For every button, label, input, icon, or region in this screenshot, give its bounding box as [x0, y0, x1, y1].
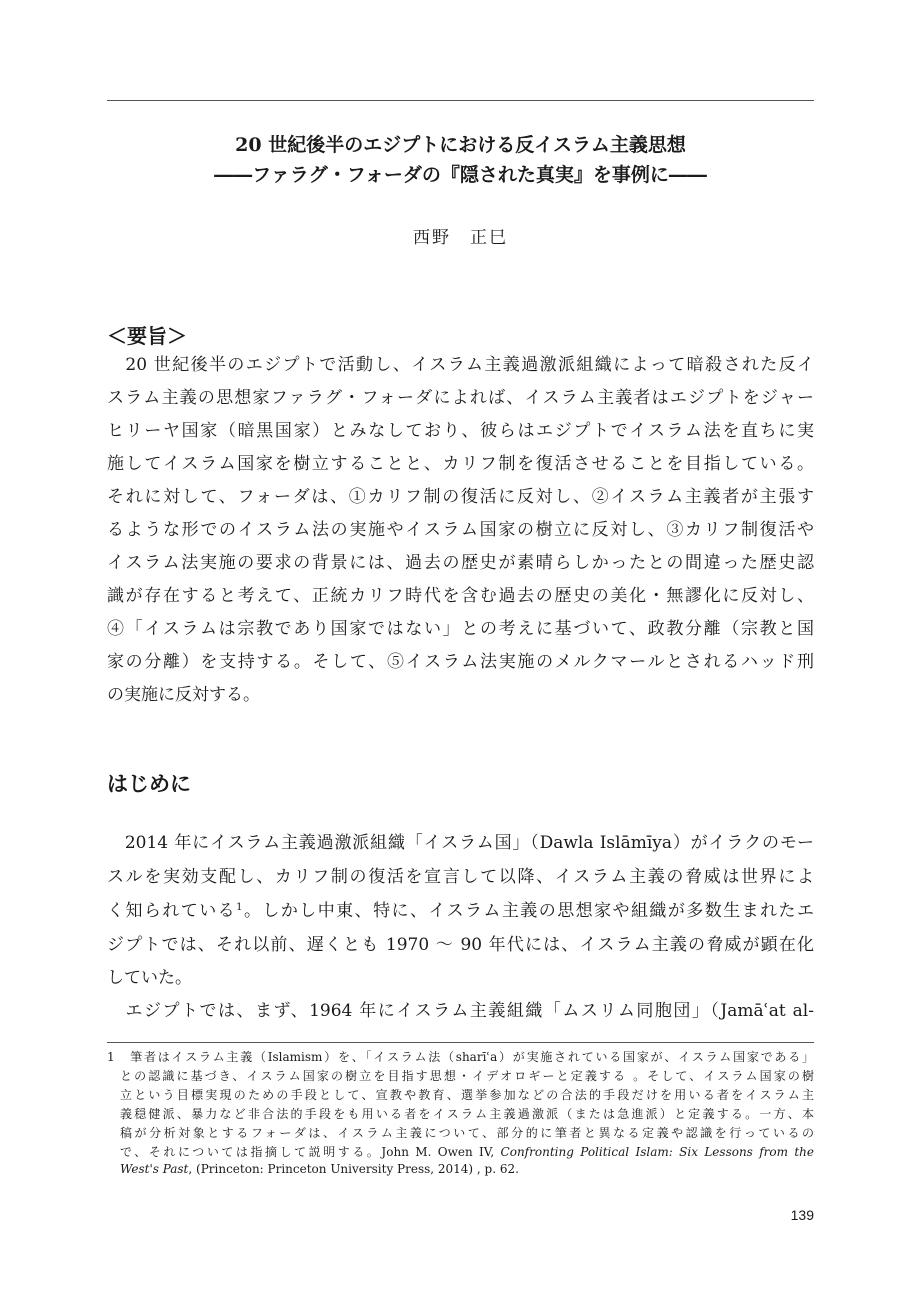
footnote-line: との認識に基づき、イスラム国家の樹立を目指す思想・イデオロギーと定義する 。そして、イスラム国家の樹 [120, 1069, 814, 1083]
footnote-text: , (Princeton: Princeton University Press, 2014) , p. 62. [188, 1162, 519, 1176]
intro-line [107, 896, 814, 921]
footnote-line [107, 1162, 814, 1176]
intro-heading: はじめに [107, 771, 191, 796]
header-rule [107, 100, 814, 101]
summary-line: ヒリーヤ国家（暗黒国家）とみなしており、彼らはエジプトでイスラム法を直ちに実 [107, 421, 814, 441]
intro-text: 。しかし中東、特に、イスラム主義の思想家や組織が多数生まれたエ [242, 901, 814, 921]
footnote-line: 稿が分析対象とするフォーダは、イスラム主義について、部分的に筆者と異なる定義や認識を行っているの [120, 1126, 814, 1140]
book-title: West's Past [120, 1162, 189, 1176]
summary-line: るような形でのイスラム法の実施やイスラム国家の樹立に反対し、③カリフ制復活や [107, 520, 814, 540]
summary-line: 識が存在すると考えて、正統カリフ時代を含む過去の歴史の美化・無謬化に反対し、 [107, 586, 814, 606]
author-name: 西野 正巳 [413, 228, 508, 248]
paper-subtitle: ――ファラグ・フォーダの『隠された真実』を事例に―― [214, 164, 707, 186]
footnote-line [107, 1143, 814, 1160]
summary-line: 家の分離）を支持する。そして、⑤イスラム法実施のメルクマールとされるハッド刑 [107, 652, 814, 672]
footnote-line: 義穏健派、暴力など非合法的手段をも用いる者をイスラム主義過激派（または急進派）と定義する。一方、本 [120, 1107, 814, 1121]
summary-line: の実施に反対する。 [107, 685, 260, 705]
footnote-text: で、それについては指摘して説明する。John M. Owen IV, [120, 1145, 501, 1159]
intro-text: く知られている [107, 901, 237, 921]
page-number: 139 [790, 1207, 814, 1223]
summary-heading: ＜要旨＞ [107, 324, 187, 348]
intro-line: 2014 年にイスラム主義過激派組織「イスラム国」（Dawla Islāmīya）がイラクのモー [107, 833, 814, 853]
summary-line: スラム主義の思想家ファラグ・フォーダによれば、イスラム主義者はエジプトをジャー [107, 388, 814, 408]
summary-line: イスラム法実施の要求の背景には、過去の歴史が素晴らしかったとの間違った歴史認 [107, 553, 814, 573]
book-title: Confronting Political Islam: Six Lessons from the [500, 1145, 814, 1159]
paper-title: 20 世紀後半のエジプトにおける反イスラム主義思想 [235, 134, 686, 156]
footnote-rule [107, 1042, 814, 1043]
footnote-ref[interactable]: 1 [236, 902, 243, 913]
summary-line: それに対して、フォーダは、①カリフ制の復活に反対し、②イスラム主義者が主張す [107, 487, 814, 507]
summary-line: ④「イスラムは宗教であり国家ではない」との考えに基づいて、政教分離（宗教と国 [107, 619, 814, 639]
intro-line: エジプトでは、まず、1964 年にイスラム主義組織「ムスリム同胞団」（Jamāʿat al- [107, 1001, 814, 1021]
footnote-line: 1 筆者はイスラム主義（Islamism）を、「イスラム法（sharīʿa）が実施されている国家が、イスラム国家である」 [107, 1050, 814, 1064]
summary-line: 20 世紀後半のエジプトで活動し、イスラム主義過激派組織によって暗殺された反イ [107, 355, 814, 375]
summary-line: 施してイスラム国家を樹立することと、カリフ制を復活させることを目指している。 [107, 454, 814, 474]
intro-line: ジプトでは、それ以前、遅くとも 1970 ～ 90 年代には、イスラム主義の脅威が顕在化 [107, 935, 814, 955]
footnote-line: 立という目標実現のための手段として、宣教や教育、選挙参加などの合法的手段だけを用いる者をイスラム主 [120, 1088, 814, 1102]
intro-line: スルを実効支配し、カリフ制の復活を宣言して以降、イスラム主義の脅威は世界によ [107, 867, 814, 887]
intro-line: していた。 [107, 968, 192, 988]
